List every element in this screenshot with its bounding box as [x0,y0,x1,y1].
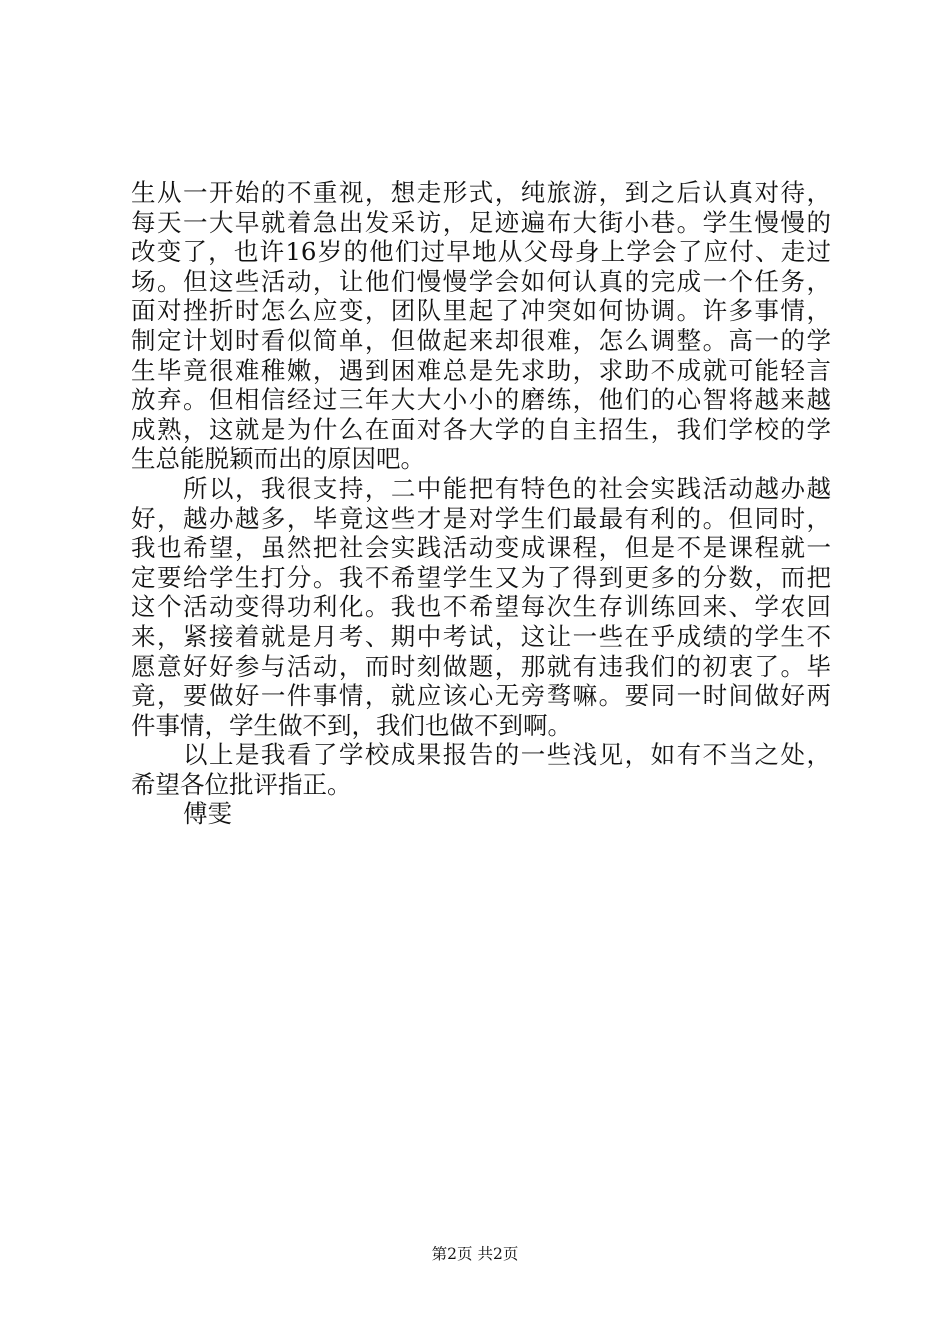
body-text-line: 场。但这些活动，让他们慢慢学会如何认真的完成一个任务， [131,266,831,296]
body-text-line: 改变了，也许16岁的他们过早地从父母身上学会了应付、走过 [131,237,831,267]
body-text-line: 我也希望，虽然把社会实践活动变成课程，但是不是课程就一 [131,533,831,563]
body-text-line: 这个活动变得功利化。我也不希望每次生存训练回来、学农回 [131,592,831,622]
paragraph-first-line: 所以，我很支持，二中能把有特色的社会实践活动越办越 [183,473,831,503]
body-text-line: 每天一大早就着急出发采访，足迹遍布大街小巷。学生慢慢的 [131,207,831,237]
body-text-line: 来，紧接着就是月考、期中考试，这让一些在乎成绩的学生不 [131,621,831,651]
signature-name: 傅雯 [183,799,232,829]
body-text-line: 生从一开始的不重视，想走形式，纯旅游，到之后认真对待， [131,178,831,207]
body-text-line: 放弃。但相信经过三年大大小小的磨练，他们的心智将越来越 [131,385,831,415]
body-text-line: 面对挫折时怎么应变，团队里起了冲突如何协调。许多事情， [131,296,831,326]
document-body [131,178,831,829]
body-text-line: 生毕竟很难稚嫩，遇到困难总是先求助，求助不成就可能轻言 [131,355,831,385]
body-text-line: 愿意好好参与活动，而时刻做题，那就有违我们的初衷了。毕 [131,651,831,681]
paragraph-first-line: 以上是我看了学校成果报告的一些浅见，如有不当之处， [183,740,831,770]
body-text-line: 生总能脱颖而出的原因吧。 [131,444,425,474]
body-text-line: 制定计划时看似简单，但做起来却很难，怎么调整。高一的学 [131,325,831,355]
body-text-line: 希望各位批评指正。 [131,769,352,799]
body-text-line: 好，越办越多，毕竟这些才是对学生们最最有利的。但同时， [131,503,831,533]
body-text-line: 成熟，这就是为什么在面对各大学的自主招生，我们学校的学 [131,414,831,444]
page-number-footer: 第2页 共2页 [431,1245,519,1263]
body-text-line: 定要给学生打分。我不希望学生又为了得到更多的分数，而把 [131,562,831,592]
body-text-line: 竟，要做好一件事情，就应该心无旁骛嘛。要同一时间做好两 [131,681,831,711]
body-text-line: 件事情，学生做不到，我们也做不到啊。 [131,710,572,740]
